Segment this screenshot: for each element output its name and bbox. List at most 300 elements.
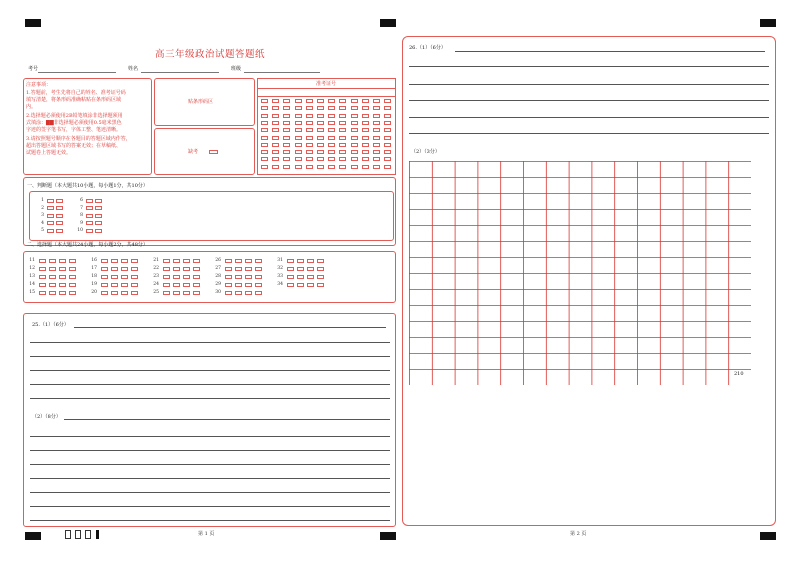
mc-bubble[interactable] — [131, 283, 138, 287]
exam-id-bubble[interactable] — [295, 128, 302, 132]
exam-id-bubble[interactable] — [328, 165, 335, 169]
mc-bubble[interactable] — [183, 291, 190, 295]
mc-bubble[interactable] — [307, 275, 314, 279]
mc-bubble[interactable] — [163, 283, 170, 287]
mc-bubble[interactable] — [121, 259, 128, 263]
exam-id-bubble[interactable] — [351, 114, 358, 118]
answer-line[interactable] — [30, 356, 390, 357]
exam-id-bubble[interactable] — [283, 143, 290, 147]
mc-bubble[interactable] — [297, 283, 304, 287]
mc-bubble[interactable] — [225, 267, 232, 271]
tf-question-number: 7 — [80, 205, 83, 211]
exam-id-bubble[interactable] — [261, 150, 268, 154]
mc-bubble[interactable] — [49, 267, 56, 271]
exam-id-bubble[interactable] — [306, 106, 313, 110]
mc-bubble[interactable] — [69, 267, 76, 271]
exam-id-bubble[interactable] — [306, 114, 313, 118]
mc-bubble[interactable] — [163, 291, 170, 295]
exam-id-bubble[interactable] — [328, 114, 335, 118]
exam-id-bubble[interactable] — [317, 121, 324, 125]
exam-id-bubble[interactable] — [362, 165, 369, 169]
exam-id-bubble[interactable] — [362, 106, 369, 110]
mc-bubble[interactable] — [131, 275, 138, 279]
exam-id-bubble[interactable] — [328, 121, 335, 125]
exam-id-bubble[interactable] — [295, 114, 302, 118]
q25-answer-lines[interactable] — [30, 314, 390, 526]
answer-line[interactable] — [409, 100, 769, 101]
notes-line: 试题卷上答题无效。 — [26, 150, 72, 156]
mc-bubble[interactable] — [255, 291, 262, 295]
exam-id-bubble[interactable] — [362, 128, 369, 132]
exam-id-bubble[interactable] — [295, 99, 302, 103]
tf-bubble-false[interactable] — [56, 214, 63, 218]
q25-part2-label: （2）（8分） — [32, 414, 61, 420]
exam-id-bubble[interactable] — [272, 99, 279, 103]
mc-bubble[interactable] — [235, 283, 242, 287]
mc-bubble[interactable] — [163, 267, 170, 271]
tf-heading: 一、判断题（本大题共10小题，每小题1分，共10分） — [27, 183, 148, 189]
exam-id-bubble[interactable] — [373, 99, 380, 103]
exam-id-bubble[interactable] — [306, 165, 313, 169]
exam-id-bubble[interactable] — [384, 114, 391, 118]
exam-id-bubble[interactable] — [339, 150, 346, 154]
q26-part2-label: （2）（3分） — [411, 149, 440, 155]
mc-bubble[interactable] — [59, 267, 66, 271]
exam-id-bubble[interactable] — [351, 157, 358, 161]
answer-line[interactable] — [30, 398, 390, 399]
tf-bubble-true[interactable] — [86, 214, 93, 218]
exam-id-bubble[interactable] — [384, 165, 391, 169]
mc-bubble[interactable] — [317, 267, 324, 271]
exam-id-bubble[interactable] — [261, 165, 268, 169]
answer-line[interactable] — [409, 84, 769, 85]
answer-line[interactable] — [30, 370, 390, 371]
corner-mark — [380, 532, 396, 540]
exam-id-bubble[interactable] — [306, 121, 313, 125]
exam-id-bubble[interactable] — [306, 143, 313, 147]
exam-id-bubble[interactable] — [384, 157, 391, 161]
tf-question-number: 4 — [41, 220, 44, 226]
mc-bubble[interactable] — [49, 291, 56, 295]
notes-heading: 注意事项： — [26, 82, 52, 88]
mc-bubble[interactable] — [121, 275, 128, 279]
mc-bubble[interactable] — [235, 291, 242, 295]
exam-id-bubble[interactable] — [295, 157, 302, 161]
exam-id-bubble[interactable] — [272, 165, 279, 169]
exam-id-bubble[interactable] — [351, 99, 358, 103]
mc-bubble[interactable] — [131, 267, 138, 271]
exam-id-bubble[interactable] — [351, 136, 358, 140]
mc-bubble[interactable] — [183, 275, 190, 279]
page-marker — [65, 530, 71, 539]
mc-bubble[interactable] — [69, 283, 76, 287]
exam-id-bubble[interactable] — [272, 121, 279, 125]
mc-bubble[interactable] — [59, 291, 66, 295]
mc-bubble[interactable] — [255, 259, 262, 263]
answer-line[interactable] — [30, 342, 390, 343]
exam-id-bubble[interactable] — [283, 136, 290, 140]
mc-question-number: 17 — [91, 266, 97, 271]
exam-id-bubble[interactable] — [351, 143, 358, 147]
mc-question-number: 30 — [215, 290, 221, 295]
corner-mark — [760, 532, 776, 540]
tf-bubble-false[interactable] — [95, 221, 102, 225]
exam-id-bubble[interactable] — [373, 114, 380, 118]
tf-question-number: 3 — [41, 213, 44, 218]
exam-id-bubble[interactable] — [283, 128, 290, 132]
exam-id-bubble[interactable] — [339, 165, 346, 169]
mc-bubble[interactable] — [287, 267, 294, 271]
mc-bubble[interactable] — [235, 275, 242, 279]
exam-id-bubble[interactable] — [362, 157, 369, 161]
exam-id-bubble[interactable] — [272, 136, 279, 140]
answer-line[interactable] — [409, 117, 769, 118]
mc-bubble[interactable] — [101, 283, 108, 287]
mc-bubble[interactable] — [111, 291, 118, 295]
exam-id-bubble[interactable] — [384, 150, 391, 154]
exam-id-bubble[interactable] — [317, 150, 324, 154]
exam-id-bubble[interactable] — [295, 165, 302, 169]
exam-id-bubble[interactable] — [261, 143, 268, 147]
tf-bubble-true[interactable] — [47, 229, 54, 233]
exam-id-bubble[interactable] — [362, 150, 369, 154]
exam-id-bubble[interactable] — [317, 128, 324, 132]
barcode-label: 贴条形码区 — [188, 99, 214, 105]
exam-id-bubble[interactable] — [351, 121, 358, 125]
mc-bubble[interactable] — [173, 275, 180, 279]
mc-bubble[interactable] — [245, 259, 252, 263]
exam-id-bubble[interactable] — [306, 157, 313, 161]
exam-no-field[interactable] — [38, 72, 116, 73]
tf-bubble-true[interactable] — [47, 214, 54, 218]
mc-bubble[interactable] — [307, 267, 314, 271]
mc-bubble[interactable] — [307, 259, 314, 263]
exam-id-bubble[interactable] — [339, 128, 346, 132]
exam-id-bubble[interactable] — [261, 128, 268, 132]
mc-bubble[interactable] — [193, 275, 200, 279]
mc-bubble[interactable] — [163, 259, 170, 263]
mc-bubble[interactable] — [39, 283, 46, 287]
answer-line[interactable] — [30, 436, 390, 437]
exam-id-bubble[interactable] — [283, 157, 290, 161]
tf-bubble-true[interactable] — [47, 221, 54, 225]
mc-bubble[interactable] — [235, 259, 242, 263]
mc-bubble[interactable] — [193, 267, 200, 271]
answer-page-2 — [402, 36, 776, 526]
exam-id-bubble[interactable] — [339, 106, 346, 110]
exam-id-bubble[interactable] — [317, 99, 324, 103]
exam-id-bubble[interactable] — [339, 99, 346, 103]
mc-bubble[interactable] — [111, 283, 118, 287]
exam-id-bubble[interactable] — [272, 128, 279, 132]
exam-id-bubble[interactable] — [362, 121, 369, 125]
mc-bubble[interactable] — [49, 275, 56, 279]
exam-id-bubble[interactable] — [261, 136, 268, 140]
name-field[interactable] — [141, 72, 219, 73]
exam-id-bubble[interactable] — [272, 150, 279, 154]
exam-id-bubble[interactable] — [384, 106, 391, 110]
mc-bubble[interactable] — [59, 275, 66, 279]
tf-bubble-true[interactable] — [47, 206, 54, 210]
exam-id-bubble[interactable] — [317, 106, 324, 110]
mc-bubble[interactable] — [183, 259, 190, 263]
mc-bubble[interactable] — [317, 275, 324, 279]
mc-bubble[interactable] — [235, 267, 242, 271]
tf-bubble-false[interactable] — [56, 229, 63, 233]
class-field[interactable] — [244, 72, 320, 73]
mc-bubble[interactable] — [173, 283, 180, 287]
mc-bubble[interactable] — [111, 259, 118, 263]
exam-id-bubble[interactable] — [373, 165, 380, 169]
tf-bubble-false[interactable] — [95, 229, 102, 233]
exam-id-bubble[interactable] — [317, 114, 324, 118]
exam-id-bubble[interactable] — [362, 114, 369, 118]
exam-id-bubble[interactable] — [283, 165, 290, 169]
exam-id-bubble[interactable] — [272, 106, 279, 110]
exam-id-bubble[interactable] — [328, 128, 335, 132]
exam-id-bubble[interactable] — [373, 121, 380, 125]
exam-id-bubble[interactable] — [328, 143, 335, 147]
mc-bubble[interactable] — [193, 291, 200, 295]
mc-question-number: 15 — [29, 290, 35, 295]
exam-id-bubble[interactable] — [373, 128, 380, 132]
mc-bubble[interactable] — [287, 259, 294, 263]
composition-grid[interactable] — [409, 161, 751, 385]
tf-question-number: 8 — [80, 213, 83, 218]
page-number: 第 2 页 — [570, 531, 587, 537]
mc-bubble[interactable] — [59, 283, 66, 287]
exam-id-bubble[interactable] — [384, 99, 391, 103]
exam-id-bubble[interactable] — [328, 136, 335, 140]
exam-id-bubble[interactable] — [261, 114, 268, 118]
exam-id-bubble[interactable] — [351, 165, 358, 169]
exam-id-bubble[interactable] — [351, 150, 358, 154]
tf-bubble-true[interactable] — [86, 221, 93, 225]
answer-line[interactable] — [409, 133, 769, 134]
exam-id-bubble[interactable] — [283, 121, 290, 125]
tf-bubble-true[interactable] — [47, 199, 54, 203]
mc-bubble[interactable] — [69, 291, 76, 295]
absent-label: 缺考 — [188, 149, 199, 155]
exam-id-bubble[interactable] — [328, 99, 335, 103]
exam-id-bubble[interactable] — [339, 157, 346, 161]
mc-bubble[interactable] — [111, 267, 118, 271]
exam-id-bubble[interactable] — [283, 99, 290, 103]
mc-question-number: 14 — [29, 282, 35, 287]
exam-id-bubble[interactable] — [351, 106, 358, 110]
mc-bubble[interactable] — [287, 283, 294, 287]
mc-question-number: 22 — [153, 266, 159, 271]
exam-id-bubble[interactable] — [317, 157, 324, 161]
exam-id-bubble[interactable] — [384, 143, 391, 147]
page-marker — [75, 530, 81, 539]
exam-id-bubble[interactable] — [272, 157, 279, 161]
absent-checkbox[interactable] — [209, 150, 218, 154]
exam-id-bubble[interactable] — [283, 106, 290, 110]
exam-id-bubble[interactable] — [328, 150, 335, 154]
answer-line[interactable] — [30, 506, 390, 507]
mc-bubble[interactable] — [163, 275, 170, 279]
mc-bubble[interactable] — [101, 267, 108, 271]
mc-bubble[interactable] — [39, 275, 46, 279]
exam-id-bubble[interactable] — [373, 150, 380, 154]
mc-bubble[interactable] — [297, 267, 304, 271]
mc-question-number: 24 — [153, 282, 159, 287]
mc-bubble[interactable] — [225, 275, 232, 279]
mc-bubble[interactable] — [121, 291, 128, 295]
mc-bubble[interactable] — [255, 275, 262, 279]
mc-bubble[interactable] — [121, 267, 128, 271]
exam-id-bubble[interactable] — [261, 121, 268, 125]
mc-bubble[interactable] — [101, 275, 108, 279]
mc-question-number: 20 — [91, 290, 97, 295]
answer-line[interactable] — [30, 464, 390, 465]
exam-id-bubble[interactable] — [362, 99, 369, 103]
mc-bubble[interactable] — [49, 259, 56, 263]
mc-answer-box — [23, 251, 396, 303]
mc-bubble[interactable] — [131, 259, 138, 263]
exam-id-bubble[interactable] — [362, 136, 369, 140]
exam-id-bubble[interactable] — [384, 136, 391, 140]
mc-bubble[interactable] — [69, 259, 76, 263]
tf-bubble-true[interactable] — [86, 229, 93, 233]
tf-bubble-false[interactable] — [95, 214, 102, 218]
grid-lines — [409, 161, 751, 385]
mc-bubble[interactable] — [317, 259, 324, 263]
answer-line[interactable] — [30, 450, 390, 451]
corner-mark — [380, 19, 396, 27]
exam-id-label: 准考证号 — [316, 81, 337, 87]
tf-bubble-false[interactable] — [56, 206, 63, 210]
exam-id-bubble[interactable] — [328, 106, 335, 110]
exam-id-bubble[interactable] — [373, 157, 380, 161]
mc-bubble[interactable] — [255, 283, 262, 287]
exam-id-bubble[interactable] — [306, 136, 313, 140]
exam-no-label: 考号 — [28, 66, 39, 72]
tf-bubble-true[interactable] — [86, 206, 93, 210]
exam-id-bubbles[interactable] — [259, 98, 394, 172]
mc-bubble[interactable] — [193, 259, 200, 263]
exam-id-bubble[interactable] — [373, 136, 380, 140]
exam-id-bubble[interactable] — [283, 150, 290, 154]
q26-answer-lines[interactable] — [409, 37, 769, 137]
exam-id-bubble[interactable] — [317, 136, 324, 140]
mc-bubble[interactable] — [297, 259, 304, 263]
exam-id-bubble[interactable] — [339, 121, 346, 125]
mc-bubble[interactable] — [173, 267, 180, 271]
exam-id-bubble[interactable] — [261, 99, 268, 103]
mc-bubble[interactable] — [225, 291, 232, 295]
mc-bubble[interactable] — [101, 259, 108, 263]
corner-mark — [760, 19, 776, 27]
tf-question-number: 10 — [77, 228, 83, 233]
mc-question-number: 32 — [277, 266, 283, 271]
mc-bubble[interactable] — [183, 267, 190, 271]
exam-id-bubble[interactable] — [295, 106, 302, 110]
answer-line[interactable] — [30, 492, 390, 493]
answer-line[interactable] — [30, 520, 390, 521]
exam-id-bubble[interactable] — [295, 143, 302, 147]
exam-id-bubble[interactable] — [373, 106, 380, 110]
mc-bubble[interactable] — [245, 275, 252, 279]
mc-bubble[interactable] — [225, 283, 232, 287]
tf-bubble-false[interactable] — [95, 206, 102, 210]
exam-id-bubble[interactable] — [295, 121, 302, 125]
page-title: 高三年级政治试题答题纸 — [155, 49, 266, 60]
exam-id-bubble[interactable] — [317, 165, 324, 169]
mc-bubble[interactable] — [183, 283, 190, 287]
exam-id-bubble[interactable] — [283, 114, 290, 118]
page-number: 第 1 页 — [198, 531, 215, 537]
mc-bubble[interactable] — [287, 275, 294, 279]
mc-bubble[interactable] — [225, 259, 232, 263]
answer-line[interactable] — [30, 478, 390, 479]
mc-bubble[interactable] — [193, 283, 200, 287]
exam-id-bubble[interactable] — [339, 136, 346, 140]
exam-id-bubble[interactable] — [272, 143, 279, 147]
exam-id-bubble[interactable] — [339, 114, 346, 118]
mc-bubble[interactable] — [297, 275, 304, 279]
name-label: 姓名 — [128, 66, 139, 72]
exam-id-bubble[interactable] — [384, 121, 391, 125]
exam-id-bubble[interactable] — [272, 114, 279, 118]
notes-box — [23, 78, 152, 175]
mc-bubble[interactable] — [245, 291, 252, 295]
exam-id-bubble[interactable] — [261, 157, 268, 161]
mc-bubble[interactable] — [39, 267, 46, 271]
mc-bubble[interactable] — [173, 291, 180, 295]
exam-id-bubble[interactable] — [362, 143, 369, 147]
tf-bubble-true[interactable] — [86, 199, 93, 203]
exam-id-bubble[interactable] — [317, 143, 324, 147]
mc-bubble[interactable] — [49, 283, 56, 287]
exam-id-bubble[interactable] — [306, 150, 313, 154]
exam-id-bubble[interactable] — [328, 157, 335, 161]
mc-bubble[interactable] — [255, 267, 262, 271]
mc-bubble[interactable] — [121, 283, 128, 287]
mc-bubble[interactable] — [39, 259, 46, 263]
mc-bubble[interactable] — [39, 291, 46, 295]
exam-id-bubble[interactable] — [351, 128, 358, 132]
mc-bubble[interactable] — [59, 259, 66, 263]
mc-bubble[interactable] — [245, 267, 252, 271]
exam-id-bubble[interactable] — [373, 143, 380, 147]
mc-bubble[interactable] — [101, 291, 108, 295]
tf-answer-box — [29, 191, 394, 241]
exam-id-bubble[interactable] — [306, 128, 313, 132]
exam-id-bubble[interactable] — [261, 106, 268, 110]
mc-bubble[interactable] — [245, 283, 252, 287]
mc-bubble[interactable] — [131, 291, 138, 295]
corner-mark — [25, 532, 41, 540]
exam-id-bubble[interactable] — [384, 128, 391, 132]
exam-id-bubble[interactable] — [295, 150, 302, 154]
exam-id-bubble[interactable] — [295, 136, 302, 140]
answer-line[interactable] — [30, 384, 390, 385]
notes-line: 2.选择题必须使用2B铅笔填涂非选择题须用 — [26, 113, 123, 119]
tf-bubble-false[interactable] — [56, 199, 63, 203]
mc-bubble[interactable] — [307, 283, 314, 287]
mc-bubble[interactable] — [111, 275, 118, 279]
tf-bubble-false[interactable] — [95, 199, 102, 203]
answer-line[interactable] — [409, 66, 769, 67]
exam-id-bubble[interactable] — [339, 143, 346, 147]
mc-bubble[interactable] — [69, 275, 76, 279]
mc-bubble[interactable] — [317, 283, 324, 287]
mc-bubble[interactable] — [173, 259, 180, 263]
exam-id-bubble[interactable] — [306, 99, 313, 103]
tf-bubble-false[interactable] — [56, 221, 63, 225]
